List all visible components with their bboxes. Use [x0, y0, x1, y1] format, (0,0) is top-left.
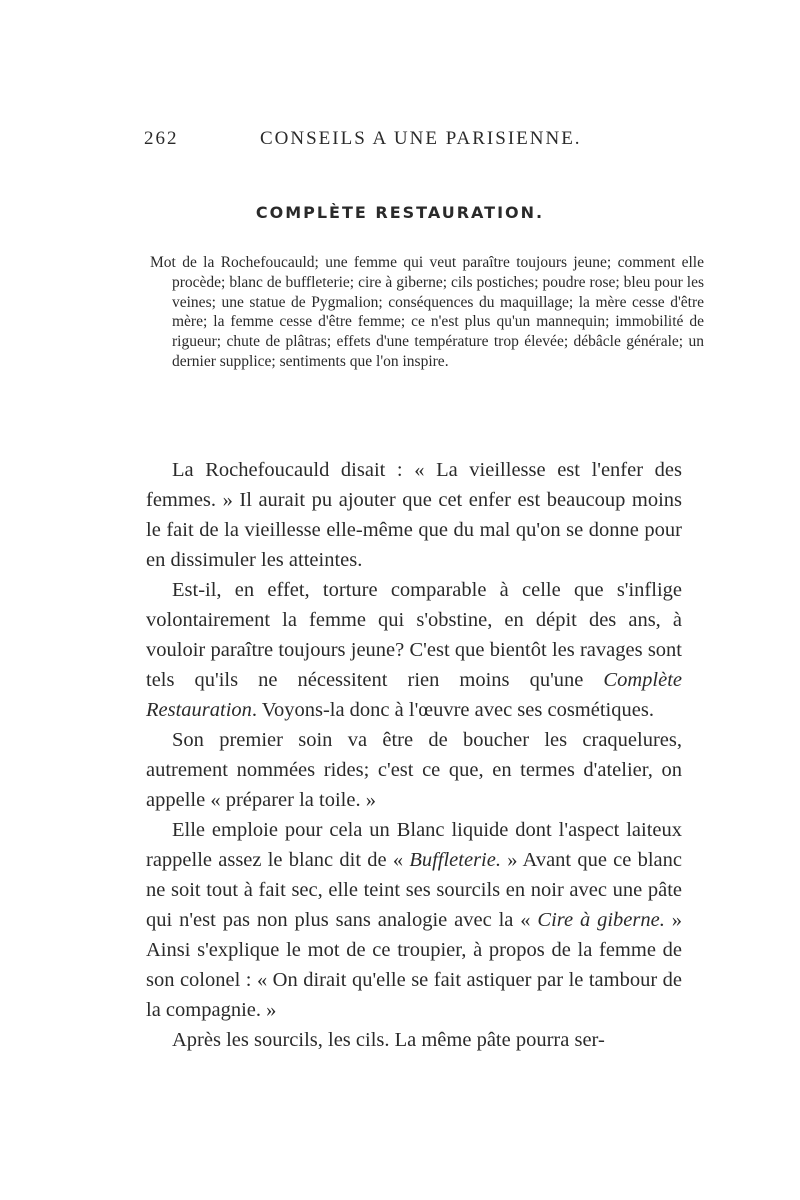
page-number: 262 [144, 128, 179, 149]
paragraph-2 [146, 575, 682, 725]
italic-cire-a-giberne: Cire à giberne. [537, 909, 665, 931]
body-text [146, 455, 682, 1055]
paragraph-1: La Rochefoucauld disait : « La vieillesse est l'enfer des femmes. » Il aurait pu ajouter que cet enfer est beaucoup moins le fait de la vieillesse elle-même que du mal qu'on se donne pour en dissimuler les atteintes. [146, 459, 682, 571]
italic-buffleterie: Buffleterie. [409, 849, 501, 871]
paragraph-4 [146, 815, 682, 1025]
paragraph-3: Son premier soin va être de boucher les craquelures, autrement nommées rides; c'est ce que, en termes d'atelier, on appelle « préparer la toile. » [146, 729, 682, 811]
section-title: COMPLÈTE RESTAURATION. [255, 203, 545, 222]
paragraph-4-before: Elle emploie pour cela un Blanc liquide dont l'aspect laiteux rappelle assez le blanc dit de « [146, 819, 682, 871]
chapter-summary: Mot de la Rochefoucauld; une femme qui veut paraître toujours jeune; comment elle procède; blanc de buffleterie; cire à giberne; cils postiches; poudre rose; bleu pour les veines; une statue de Pygmalion; conséquences du maquillage; la mère cesse d'être mère; la femme cesse d'être femme; ce n'est plus qu'un mannequin; immobilité de rigueur; chute de plâtras; effets d'une température trop élevée; débâcle générale; un dernier supplice; sentiments que l'on inspire. [150, 254, 704, 370]
paragraph-2-before: Est-il, en effet, torture comparable à celle que s'inflige volontairement la femme qui s'obstine, en dépit des ans, à vouloir paraître toujours jeune? C'est que bientôt les ravages sont tels qu'ils ne nécessitent rien moins qu'une [146, 579, 682, 691]
paragraph-4-middle: » Avant que ce blanc ne soit tout à fait sec, elle teint ses sourcils en noir avec une pâte qui n'est pas non plus sans analogie avec la « [146, 849, 683, 931]
running-title: CONSEILS A UNE PARISIENNE. [260, 128, 582, 149]
italic-complete-restauration: Complète Restauration [146, 669, 682, 721]
paragraph-2-after: . Voyons-la donc à l'œuvre avec ses cosmétiques. [251, 699, 654, 721]
paragraph-5: Après les sourcils, les cils. La même pâte pourra ser- [172, 1029, 605, 1051]
paragraph-4-after: » Ainsi s'explique le mot de ce troupier, à propos de la femme de son colonel : « On dirait qu'elle se fait astiquer par le tambour de la compagnie. » [146, 909, 682, 1021]
